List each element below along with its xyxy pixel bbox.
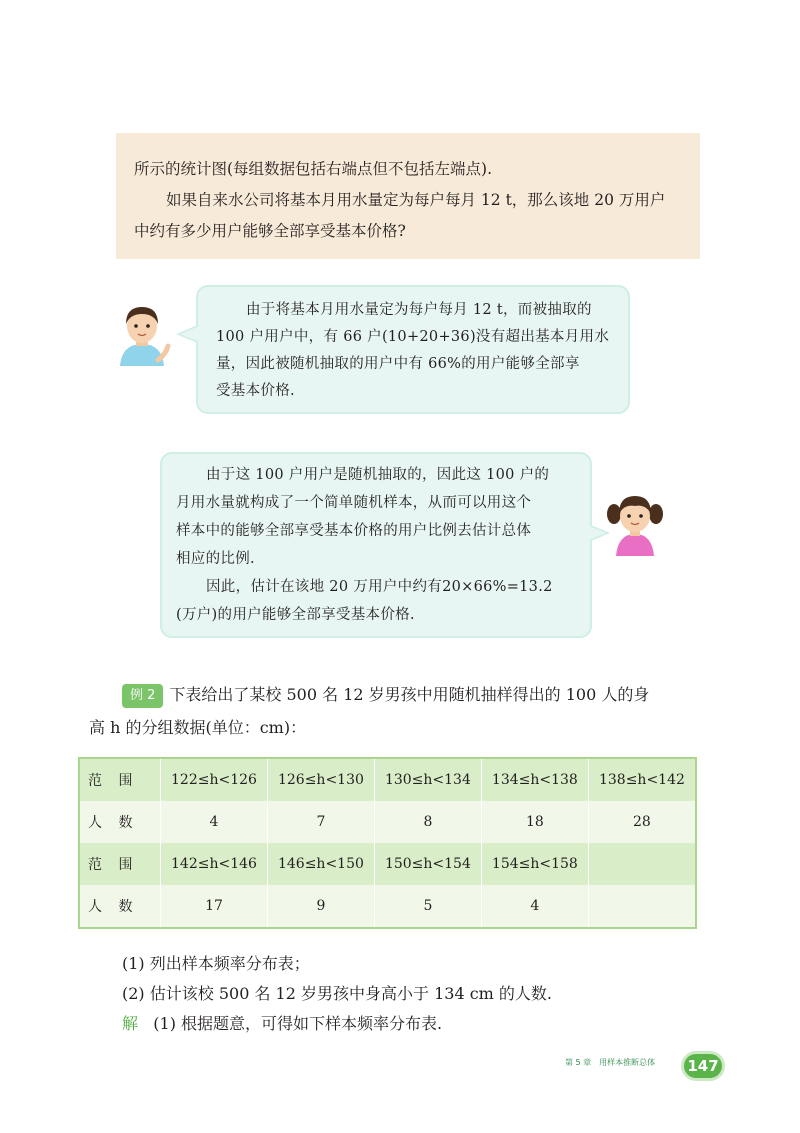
range-cell: 154≤h<158 [481,843,588,885]
count-label: 人 数 [79,885,161,928]
range-cell: 134≤h<138 [481,758,588,801]
example-line-2: 高 h 的分组数据(单位：cm)： [89,718,307,737]
speech-bubble-girl [160,452,592,638]
solution-text: (1) 根据题意，可得如下样本频率分布表. [153,1014,443,1033]
bubble2-line: 样本中的能够全部享受基本价格的用户比例去估计总体 [176,523,532,539]
count-cell: 4 [481,885,588,928]
bubble2-line: (万户)的用户能够全部享受基本价格. [176,607,415,623]
range-cell: 126≤h<130 [267,758,374,801]
table-row [79,885,696,928]
range-label: 范 围 [79,758,161,801]
bubble2-line: 月用水量就构成了一个简单随机样本，从而可以用这个 [176,495,532,511]
example-intro: 下表给出了某校 500 名 12 岁男孩中用随机抽样得出的 100 人的身 [169,685,650,704]
table-row [79,758,696,801]
range-cell: 138≤h<142 [588,758,696,801]
bubble2-line: 由于这 100 户用户是随机抽取的，因此这 100 户的 [206,467,550,483]
range-cell: 130≤h<134 [374,758,481,801]
boy-avatar [112,302,174,366]
table-row [79,801,696,843]
speech-bubble-1-tail-fill [180,326,200,342]
bubble1-line: 由于将基本月用水量定为每户每月 12 t，而被抽取的 [246,302,592,318]
page-number: 147 [684,1054,722,1078]
count-cell: 17 [161,885,268,928]
count-cell [588,885,696,928]
bubble2-line: 相应的比例. [176,551,255,567]
bubble1-line: 量，因此被随机抽取的用户中有 66%的用户能够全部享 [216,356,580,372]
range-cell: 150≤h<154 [374,843,481,885]
chapter-footer: 第 5 章 用样本推断总体 [565,1058,656,1067]
speech-bubble-2-tail-fill [586,525,606,541]
count-cell: 4 [161,801,268,843]
count-cell: 7 [267,801,374,843]
bubble1-line: 受基本价格. [216,383,295,399]
solution-line [122,1013,442,1035]
speech-bubble-boy [196,285,630,414]
problem-box [116,133,700,259]
count-cell: 5 [374,885,481,928]
count-label: 人 数 [79,801,161,843]
range-label: 范 围 [79,843,161,885]
count-cell: 18 [481,801,588,843]
height-data-table [78,757,697,929]
range-cell [588,843,696,885]
example-badge: 例 2 [122,684,163,708]
range-cell: 122≤h<126 [161,758,268,801]
count-cell: 28 [588,801,696,843]
problem-line-3: 中约有多少用户能够全部享受基本价格? [134,222,406,240]
bubble2-line: 因此，估计在该地 20 万用户中约有20×66%=13.2 [206,579,553,595]
question-1: (1) 列出样本频率分布表； [122,954,310,973]
problem-line-1: 所示的统计图(每组数据包括右端点但不包括左端点). [134,160,493,178]
range-cell: 146≤h<150 [267,843,374,885]
problem-line-2: 如果自来水公司将基本月用水量定为每户每月 12 t，那么该地 20 万用户 [166,191,666,209]
range-cell: 142≤h<146 [161,843,268,885]
table-row [79,843,696,885]
bubble1-line: 100 户用户中，有 66 户(10+20+36)没有超出基本月用水 [216,329,610,345]
solution-label: 解 [122,1014,139,1033]
count-cell: 9 [267,885,374,928]
count-cell: 8 [374,801,481,843]
question-2: (2) 估计该校 500 名 12 岁男孩中身高小于 134 cm 的人数. [122,984,553,1003]
girl-avatar [606,490,664,556]
example-line-1 [122,684,649,708]
